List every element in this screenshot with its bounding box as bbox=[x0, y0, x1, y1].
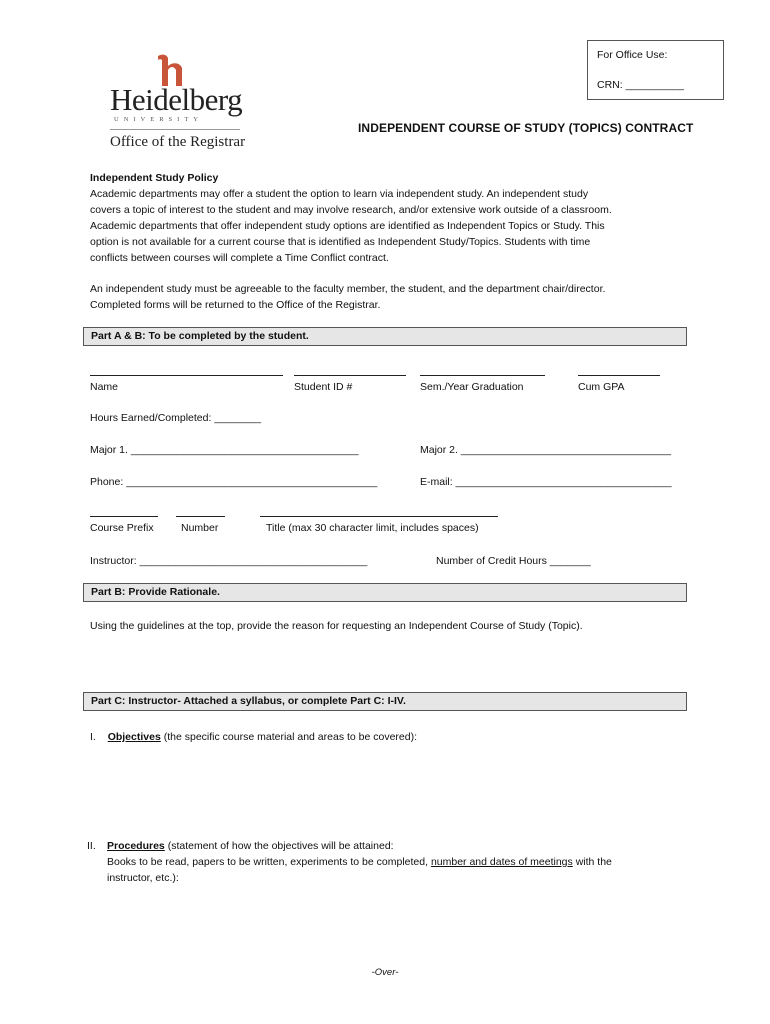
major2-field[interactable]: Major 2. ____________________________________ bbox=[420, 444, 672, 456]
part-ab-header: Part A & B: To be completed by the student. bbox=[83, 327, 687, 346]
title-line[interactable] bbox=[260, 516, 498, 517]
procedures-label: Procedures bbox=[107, 840, 165, 852]
policy-line: covers a topic of interest to the student and may involve research, and/or extensive work outside of a classroom. bbox=[90, 204, 612, 216]
procedures-item bbox=[107, 838, 394, 854]
objectives-label: Objectives bbox=[107, 731, 161, 743]
gpa-label: Cum GPA bbox=[578, 381, 625, 393]
gpa-line[interactable] bbox=[578, 375, 660, 376]
agreement-line: Completed forms will be returned to the Office of the Registrar. bbox=[90, 299, 381, 311]
phone-field[interactable]: Phone: ___________________________________________ bbox=[90, 476, 378, 488]
agreement-line: An independent study must be agreeable to the faculty member, the student, and the department chair/director. bbox=[90, 283, 606, 295]
graduation-line[interactable] bbox=[420, 375, 545, 376]
logo-divider bbox=[110, 129, 240, 130]
procedures-line-2u: number and dates of meetings bbox=[430, 856, 573, 868]
policy-paragraph bbox=[90, 186, 690, 266]
instructor-field[interactable]: Instructor: _______________________________________ bbox=[90, 555, 368, 567]
page-footer: -Over- bbox=[371, 967, 399, 978]
objectives-number: I. bbox=[90, 731, 96, 743]
student-id-line[interactable] bbox=[294, 375, 406, 376]
part-b-header: Part B: Provide Rationale. bbox=[83, 583, 687, 602]
agreement-paragraph bbox=[90, 281, 690, 313]
number-label: Number bbox=[181, 522, 219, 534]
office-use-label: For Office Use: bbox=[597, 49, 668, 61]
logo-office-name: Office of the Registrar bbox=[110, 134, 246, 150]
crn-field[interactable]: CRN: __________ bbox=[597, 79, 684, 91]
policy-line: conflicts between courses will complete a Time Conflict contract. bbox=[90, 252, 389, 264]
policy-heading: Independent Study Policy bbox=[90, 172, 219, 184]
credit-hours-field[interactable]: Number of Credit Hours _______ bbox=[436, 555, 591, 567]
objectives-text: (the specific course material and areas to be covered): bbox=[160, 731, 418, 743]
name-line[interactable] bbox=[90, 375, 283, 376]
logo-university: UNIVERSITY bbox=[114, 116, 203, 123]
number-line[interactable] bbox=[176, 516, 225, 517]
course-prefix-line[interactable] bbox=[90, 516, 158, 517]
policy-line: option is not available for a current course that is identified as Independent Study/Topics. Students with time bbox=[90, 236, 591, 248]
policy-line: Academic departments may offer a student the option to learn via independent study. An independent study bbox=[90, 188, 589, 200]
course-prefix-label: Course Prefix bbox=[90, 522, 154, 534]
title-label: Title (max 30 character limit, includes spaces) bbox=[266, 522, 479, 534]
email-field[interactable]: E-mail: _____________________________________ bbox=[420, 476, 672, 488]
procedures-number: II. bbox=[87, 840, 96, 852]
procedures-line-2a: Books to be read, papers to be written, experiments to be completed, bbox=[107, 856, 431, 868]
policy-line: Academic departments that offer independent study options are identified as Independent Topics or Study. This bbox=[90, 220, 605, 232]
procedures-text: (statement of how the objectives will be attained: bbox=[164, 840, 394, 852]
part-c-header: Part C: Instructor- Attached a syllabus, or complete Part C: I-IV. bbox=[83, 692, 687, 711]
name-label: Name bbox=[90, 381, 119, 393]
procedures-line-2 bbox=[107, 854, 612, 870]
objectives-item bbox=[90, 729, 417, 745]
hours-field[interactable]: Hours Earned/Completed: ________ bbox=[90, 412, 262, 424]
student-id-label: Student ID # bbox=[294, 381, 353, 393]
logo-wordmark: Heidelberg bbox=[110, 82, 243, 117]
procedures-line-3: instructor, etc.): bbox=[107, 872, 179, 884]
major1-field[interactable]: Major 1. _______________________________________ bbox=[90, 444, 359, 456]
procedures-line-2b: with the bbox=[572, 856, 612, 868]
office-use-box bbox=[587, 40, 724, 100]
part-b-instructions: Using the guidelines at the top, provide the reason for requesting an Independent Course of Study (Topic). bbox=[90, 620, 583, 632]
contract-title: INDEPENDENT COURSE OF STUDY (TOPICS) CONTRACT bbox=[358, 121, 694, 135]
graduation-label: Sem./Year Graduation bbox=[420, 381, 524, 393]
